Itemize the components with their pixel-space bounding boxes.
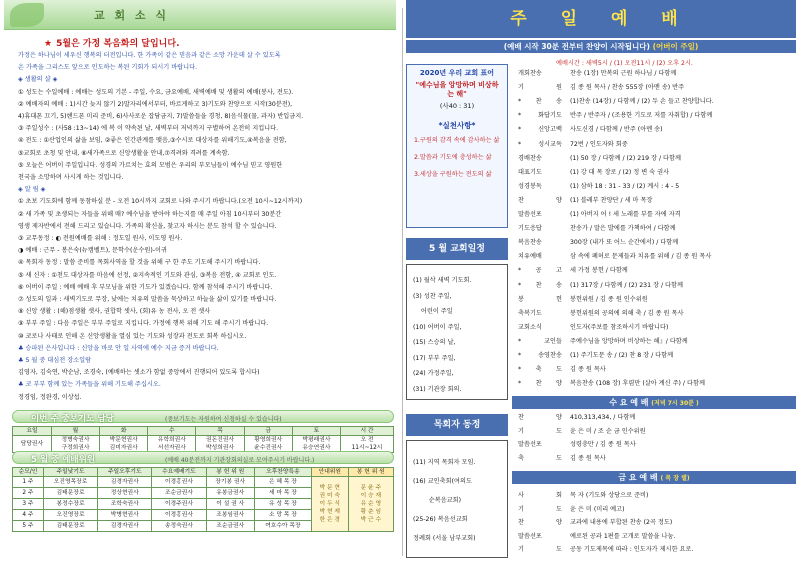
order-value: 봉헌위원의 공의에 의해 축 / 김 종 원 목사 xyxy=(570,309,684,317)
order-label: 복음찬송 xyxy=(518,239,542,247)
order-value: (1) 317장 / 다함께 / (2) 231 장 / 다함께 xyxy=(570,281,683,289)
may-schedule-title: 5 월 교회일정 xyxy=(406,238,508,260)
may-schedule-item: (17) 부부 주일, xyxy=(413,354,456,362)
order-label: 기 도 xyxy=(518,546,562,553)
order-row xyxy=(518,352,673,360)
church-news-banner xyxy=(4,0,396,30)
order-value: 찬송가 / 말은 발에를 가책하여 / 다함께 xyxy=(570,225,676,233)
order-value: (1) 50 장 / 다함께 / (2) 219 장 / 다함께 xyxy=(570,154,681,162)
prayer-table-header: 화 xyxy=(100,427,148,436)
order-row xyxy=(518,239,678,247)
may-schedule-item: (1) 월삭 새벽 기도회. xyxy=(413,277,472,284)
duty-table-cell: 조봉임권사 xyxy=(206,510,254,521)
news-line: 천국을 소망하며 사시게 하는 것입니다. xyxy=(18,174,124,181)
order-row xyxy=(518,546,693,554)
order-row xyxy=(518,519,672,527)
order-label: * 화답기도 xyxy=(518,112,562,120)
news-line: ③ 주일성수 : (사58 :13~14) 에 복 이 약속된 날, 새벽부터 저녁까지 구별하여 온전히 지킵니다. xyxy=(18,125,279,133)
prayer-table-header: 토 xyxy=(292,427,340,436)
order-label: 찬 양 xyxy=(518,196,562,204)
order-row xyxy=(518,310,683,318)
news-line: ⑧ 신앙 생활 : (해)점생활 셋사, 권합학 셋사, (회)유 농 전사, 오 전 셋사 xyxy=(18,308,211,316)
order-value: (1) 강 대 목 장로 / (2) 정 변 숙 권사 xyxy=(570,168,670,176)
order-value: 목 자 (기도와 상당으로 준비) xyxy=(570,492,649,499)
may-schedule-item: (15) 스승의 날, xyxy=(413,339,456,346)
sunday-worship-title: 주 일 예 배 xyxy=(510,9,692,29)
star-icon: ★ xyxy=(44,39,53,49)
pastor-news-item: (16) 교인축회(여의도 xyxy=(413,478,472,485)
duty-table-header: 주일오후기도 xyxy=(98,468,152,477)
duty-table-cell: 유 성 목 장 xyxy=(254,499,311,510)
pastor-news-box xyxy=(406,440,508,558)
news-line: 가정은 하나님이 세우신 행복의 터전입니다. 한 가족이 같은 믿음과 같은 소망 가운데 살 수 있도록 xyxy=(18,52,281,59)
table-row xyxy=(13,477,394,488)
prayer-table-header: 시 간 xyxy=(341,427,394,436)
order-row xyxy=(518,366,606,374)
duty-table-cell: 이경홍권사 xyxy=(152,510,206,521)
may-schedule-item: (24) 가정주일, xyxy=(413,370,454,377)
order-row xyxy=(518,98,714,106)
order-value: 교과에 내용에 부합된 찬송 (2곡 정도) xyxy=(570,519,673,526)
prayer-table-cell: 오 전 11시~12시 xyxy=(341,436,394,453)
news-line: 4)휴대폰 끄기, 5)핸드폰 미리 준비, 6)사사로운 잡담금지, 7)말씀들을 경청, 8)음식물(물, 과자) 반입금지. xyxy=(18,113,304,120)
may-schedule-item: 어린이 주일 xyxy=(413,308,453,315)
prayer-table-cell: 권돈진권사 박성희권사 xyxy=(196,436,244,453)
news-line: 영생 제자반에서 전해 드리고 있습니다. 가족의 확신을, 찾고자 하시는 분도 참석 할 수 있습니다. xyxy=(18,222,277,230)
order-value: 김 종 원 목사 / 찬송 555장 (아멘 송) 반주 xyxy=(570,84,685,92)
duty-table-cell: 오진영목장로 xyxy=(43,477,97,488)
pastor-news-item: 정례회 (서울 남부교회) xyxy=(413,535,476,542)
motto-box xyxy=(406,64,508,228)
news-line: ♣ 5 월 중 대심전 장소일람 xyxy=(18,357,92,364)
duty-table-cell: 이경홍권사 xyxy=(152,477,206,488)
order-value: (1) 아버지 어 ! 세 노래를 부를 자에 자격 xyxy=(570,211,681,218)
order-row xyxy=(518,267,628,275)
order-value: (1) 블레부 찬양단 / 세 마 목장 xyxy=(570,196,653,204)
headline: ★ 5월은 가정 복음화의 달입니다. xyxy=(44,39,180,49)
news-line: ⑥ 어버이 주일 : 예배 예배 후 부모님을 위한 기도가 있겠습니다. 함께 참석해 주시기 바랍니다. xyxy=(18,283,273,291)
duty-table-cell: 김경자권사 xyxy=(98,521,152,532)
leaf-decoration-icon xyxy=(10,3,44,27)
motto-year: 2020년 우리 교회 표어 xyxy=(419,69,495,77)
prayer-table-cell: 박문현권사 김미자권사 xyxy=(100,436,148,453)
duty-table-header: 순모/인 xyxy=(13,468,44,477)
duty-table-cell: 2 주 xyxy=(13,488,44,499)
news-line: ◈ 생활의 샬 ◈ xyxy=(18,76,58,84)
news-line: ④ 목회자 동정 : 말씀 준비를 목회사역을 할 것을 위해 구 한 주도 기도해 주시기 바랍니다. xyxy=(18,259,261,267)
order-value: 72번 / 인도자와 회중 xyxy=(570,140,628,148)
prayer-table-header: 월 xyxy=(51,427,99,436)
order-label: 찬 양 xyxy=(518,519,562,526)
pastor-news-item: (11) 지역 목회자 모임. xyxy=(413,459,476,466)
service-times: 예배시간 : 새벽5시 / (1) 오전11시 / (2) 오후 2시. xyxy=(556,60,693,67)
duty-table-header: 주일낮기도 xyxy=(43,468,97,477)
duty-table-cell: 봉정수장로 xyxy=(43,499,97,510)
pastor-news-item: 순복음교회) xyxy=(413,497,462,504)
worship-committee-note: (예배 40분전까지 기관장회의실로 모여주시기 바랍니다.) xyxy=(165,457,315,464)
duty-table-cell: 조순금권사 xyxy=(152,488,206,499)
prayer-table-header: 수 xyxy=(148,427,196,436)
news-line: 김영자, 김숙연, 박순남, 조경숙, (예배하는 셋소가 함없 중앙에서 진행되어 있도록 합시다) xyxy=(18,369,260,377)
order-label: 축 도 xyxy=(518,454,562,462)
order-label: 기 도 xyxy=(518,505,562,513)
order-label: * 송영찬송 xyxy=(518,352,562,359)
order-row xyxy=(518,338,688,346)
order-row xyxy=(518,126,663,134)
order-row xyxy=(518,380,705,388)
order-row xyxy=(518,155,681,163)
practice-title: *실천사항* xyxy=(438,121,476,130)
prayer-table-cell: 담당권사 xyxy=(13,436,52,453)
order-label: 기도응답 xyxy=(518,225,542,233)
duty-table-cell: 이경주권사 xyxy=(152,499,206,510)
practice-item: 3.세상을 구원하는 전도의 삶 xyxy=(414,171,492,178)
sunday-worship-subtitle: (예배 시작 30분 전부터 찬양이 시작됩니다) (어버이 주일) xyxy=(406,40,796,53)
duty-table-cell: 은 혜 목 장 xyxy=(254,477,311,488)
prayer-table-header: 요일 xyxy=(13,427,52,436)
practice-item: 1.구원의 감격 속에 감사하는 삶 xyxy=(414,137,500,144)
duty-table-header: 오후찬양특송 xyxy=(254,468,311,477)
usher-list: 박 문 현 권 미 숙 이 두 식 박 현 재 한 은 경 xyxy=(311,477,348,532)
news-line: ② 새 가족 및 초생되는 자들을 위해 매? 예수님을 받아야 하는지를 매 주일 아침 10시부터 30분간 xyxy=(18,210,282,218)
news-line: ♣ 승파된 은사입니다 : 신앙을 바로 안 일 사역에 예수 지금 증거 바랍니다. xyxy=(18,344,219,352)
order-row xyxy=(518,197,652,205)
order-label: 말씀선포 xyxy=(518,441,542,448)
order-label: 말씀선포 xyxy=(518,211,542,218)
may-schedule-item: (3) 성찬 주일, xyxy=(413,292,452,300)
order-value: 예로된 공과 1편를 고개로 말씀을 나눔. xyxy=(570,532,676,540)
order-value: 삼 속에 폐허로 문제들과 치유를 위해 / 김 종 원 목사 xyxy=(570,253,712,261)
church-news-title: 교 회 소 식 xyxy=(94,9,169,22)
order-row xyxy=(518,84,684,92)
practice-item: 2.말씀과 기도에 충성하는 삶 xyxy=(414,154,492,161)
order-value: 인도자(주보를 참조하시기 바랍니다) xyxy=(570,323,669,331)
order-row xyxy=(518,141,628,149)
order-label: 봉 헌 xyxy=(518,295,562,303)
motto-text: "예수님을 앙망하며 비상하는 해" xyxy=(415,81,499,98)
order-value: (1) 삼하 18 : 31 - 33 / (2) 계시 : 4 - 5 xyxy=(570,182,680,190)
duty-table-cell: 여호수아 목장 xyxy=(254,521,311,532)
news-line: ⑤교회로 초청 및 안내, ⑥새가족으로 신앙생활을 안내,⑦격려와 격려를 계속함. xyxy=(18,149,230,157)
order-row xyxy=(518,296,648,304)
duty-table-header: 안내위원 xyxy=(311,468,348,477)
pastor-news-title: 목회자 동정 xyxy=(406,414,508,436)
order-row xyxy=(518,455,606,463)
duty-table-cell: 박병현권사 xyxy=(98,510,152,521)
order-label: * 성시교독 xyxy=(518,140,562,148)
sunday-worship-header xyxy=(406,0,796,38)
order-label: 경배찬송 xyxy=(518,154,542,162)
duty-table-cell: 4 주 xyxy=(13,510,44,521)
order-value: 사도신경 / 다함께 / 반주 (아멘 송) xyxy=(570,126,663,134)
duty-table-cell: 조학숙권사 xyxy=(98,499,152,510)
order-value: 복음찬송 (108 장) 후렴만 (살아 계신 주) / 다함께 xyxy=(570,380,705,388)
order-row xyxy=(518,169,669,177)
order-value: 주예수님을 앙망하며 비상하는 해』/ 다함께 xyxy=(570,337,688,345)
duty-table-cell: 세 마 목 장 xyxy=(254,488,311,499)
order-value: 김 종 원 목사 xyxy=(570,366,606,374)
order-value: 찬송 (1장) 만복의 근원 하나님 / 다함께 xyxy=(570,70,677,77)
prayer-table-cell: 정병숙권사 구정희권사 xyxy=(51,436,99,453)
duty-table-cell: 1 주 xyxy=(13,477,44,488)
intercession-header xyxy=(12,410,394,423)
friday-service-header: 금 요 예 배 ( 목 장 별) xyxy=(512,471,796,484)
duty-table-cell: 송정숙권사 xyxy=(152,521,206,532)
practice-list xyxy=(407,137,507,179)
order-row xyxy=(518,324,668,332)
order-value: (1) 주기도문 송 / (2) 찬 8 장 / 다함께 xyxy=(570,352,674,359)
order-row xyxy=(518,441,636,449)
news-line: ① 초보 기도회에 함께 동참하실 분 - 오전 10시까지 교회로 나와 주시기 바랍니다.(오전 10시~12시까지) xyxy=(18,198,303,206)
news-line: ♣ 코 부부 함께 있는 가족들을 위해 기도해 주십시오. xyxy=(18,381,161,389)
order-value: 김 종 원 목사 xyxy=(570,454,606,462)
duty-table-cell: 정상현권사 xyxy=(98,488,152,499)
order-row xyxy=(518,183,679,191)
order-label: 사 회 xyxy=(518,492,562,499)
intercession-title: 이번 주 중보기도 담당 xyxy=(31,414,114,424)
order-label: 개회찬송 xyxy=(518,70,542,77)
news-line: ◈ 알 림 ◈ xyxy=(18,186,46,194)
duty-table-header: 수요예배기도 xyxy=(152,468,206,477)
duty-table-cell: 소 망 목 장 xyxy=(254,510,311,521)
order-value: 300장 (내가 또 어느 순간에서) / 다함께 xyxy=(570,239,679,247)
order-row xyxy=(518,533,675,541)
order-value: 윤 은 미 / 조 순 금 인수위원 xyxy=(570,427,646,435)
may-schedule-item: (31) 기관장 회의. xyxy=(413,385,462,393)
order-label: * 찬 송 xyxy=(518,281,562,289)
duty-table-cell: 3 주 xyxy=(13,499,44,510)
news-line: ◑ 예배 : 근무 - 봉은숙(뉴캠벨트), 문학수(운수원)-이귀 xyxy=(18,247,167,255)
sunday-worship-panel xyxy=(406,0,800,563)
order-label: * 신앙고백 xyxy=(518,126,562,134)
order-label: 성경봉독 xyxy=(518,182,542,190)
news-line: 정경임, 정완경, 이상섭. xyxy=(18,393,82,401)
duty-table-cell: 장기봉 권사 xyxy=(206,477,254,488)
usher-list: 문 윤 주 이 승 재 유 순 영 황 춘 임 박 근 수 xyxy=(348,477,393,532)
news-line: 온 가족을 그리스도 앞으로 인도하는 복된 기회가 되시기 바랍니다. xyxy=(18,64,198,72)
news-line: ⑦ 성도의 일과 : 새벽기도로 무장, 낮에는 치유의 말씀을 묵상하고 하늘을 삶이 있기를 바랍니다. xyxy=(18,296,277,303)
motto-reference: (사40 : 31) xyxy=(439,102,475,110)
news-line: ⑨ 부부 주일 : 다음 주일은 부부 주일로 지킵니다. 가정에 행복 위해 기도 해 주시기 바랍니다. xyxy=(18,320,269,328)
duty-table-header: 봉 헌 위 원 xyxy=(206,468,254,477)
order-row xyxy=(518,506,625,514)
may-schedule-box xyxy=(406,264,508,400)
order-label: * 공 고 xyxy=(518,267,562,275)
order-label: 말씀선포 xyxy=(518,532,542,540)
order-value: 공동 기도제목에 따라 : 인도자가 제시한 요로. xyxy=(570,546,694,553)
page-divider xyxy=(402,8,403,556)
duty-table-cell: 5 주 xyxy=(13,521,44,532)
duty-table-cell: 김태문장로 xyxy=(43,521,97,532)
order-row xyxy=(518,414,635,422)
worship-committee-title: 5 월 중 예배위원 xyxy=(31,455,96,465)
worship-committee-header xyxy=(12,451,394,464)
intercession-note: (중보기도는 자원하여 신청하실 수 있습니다) xyxy=(165,416,282,423)
order-value: 세 가정 봉헌 / 다함께 xyxy=(570,267,628,275)
order-row xyxy=(518,112,712,120)
order-value: 봉헌위원 / 김 종 원 인수위원 xyxy=(570,295,648,303)
pastor-news-item: (25-26) 복음선교회 xyxy=(413,516,468,523)
worship-committee-table xyxy=(12,467,394,532)
prayer-table-cell: 유학희권사 서선자권사 xyxy=(148,436,196,453)
prayer-table-header: 금 xyxy=(244,427,292,436)
order-row xyxy=(518,428,646,436)
news-line: ⑤ 오늘은 어버이 주일입니다. 성경의 가르치는 효의 모범은 우리의 부모님들이 예수님 믿고 영원한 xyxy=(18,161,283,169)
order-value: (1)찬송 (14장) / 다함께 / (2) 두 손 들고 찬양합니다. xyxy=(570,98,714,106)
news-line: ② 예배자의 예배 : 1)시간 늦지 않기 2)말자리에서부터, 바르게하고 3)기도와 찬양으로 시작(30분전), xyxy=(18,100,293,108)
order-row xyxy=(518,211,681,219)
order-label: * 축 도 xyxy=(518,366,562,374)
order-label: * 찬 송 xyxy=(518,98,562,106)
order-row xyxy=(518,492,648,500)
news-line: ① 성도는 수일예배 : 예배는 성도의 기본 - 주일, 수요, 금요예배, 새벽예배 및 생활의 예배(봉사, 전도). xyxy=(18,88,294,96)
order-value: 반주 / 반주자 / (조용한 기도로 저를 자취합) / 다함께 xyxy=(570,112,713,120)
duty-table-cell: 유봉금권사 xyxy=(206,488,254,499)
prayer-table-header: 목 xyxy=(196,427,244,436)
church-news-panel xyxy=(4,0,396,563)
order-value: 410,313,434, / 다함께 xyxy=(570,414,636,421)
order-row xyxy=(518,282,683,290)
duty-table-cell: 오진영장로 xyxy=(43,510,97,521)
order-label: 축복기도 xyxy=(518,309,542,317)
wednesday-service-header: 수 요 예 배 (저녁 7시 30분 ) xyxy=(512,396,796,409)
news-line: ⑤ 새 신자 : ①천도 대상자를 마음에 선정, ②지속적인 기도와 관심, ③복음 전함, ④ 교회로 인도. xyxy=(18,271,277,279)
duty-table-cell: 김태문장로 xyxy=(43,488,97,499)
duty-table-header: 봉 헌 위 원 xyxy=(348,468,393,477)
news-line: ③ 교무동정 : ◐ 전원예배를 위해 : 정도일 원사, 이도영 원사. xyxy=(18,235,183,242)
order-value: 윤 은 미 (미리 예고) xyxy=(570,505,625,513)
duty-table-cell: 이 설 권 사 xyxy=(206,499,254,510)
prayer-table-cell: 박평래권사 유승연권사 xyxy=(292,436,340,453)
order-label: * 교인들 xyxy=(518,337,562,345)
news-line: ⑩ 코로나 사태로 인해 온 신앙생활을 열심 있는 기도와 성장과 전도로 회복 하십시오. xyxy=(18,332,247,340)
order-label: 교회소식 xyxy=(518,323,542,331)
order-label: 기 원 xyxy=(518,84,562,92)
order-value: 성령충만 / 김 종 원 목사 xyxy=(570,441,636,448)
prayer-table-cell: 황영희권사 윤수진권사 xyxy=(244,436,292,453)
order-label: * 찬 양 xyxy=(518,380,562,388)
order-label: 찬 양 xyxy=(518,414,562,421)
order-label: 기 도 xyxy=(518,427,562,435)
order-row xyxy=(518,225,676,233)
news-line: ④ 전도 : ①산업인의 삶을 보임, ②좋은 인간관계를 맺음,③수시로 대상자를 위해기도,④복음을 전함, xyxy=(18,137,287,145)
order-label: 치유예배 xyxy=(518,253,542,261)
may-schedule-item: (10) 어버이 주일, xyxy=(413,323,462,331)
duty-table-cell: 김경자권사 xyxy=(98,477,152,488)
order-label: 대표기도 xyxy=(518,168,542,176)
order-row xyxy=(518,253,711,261)
duty-table-cell: 조순금권사 xyxy=(206,521,254,532)
order-row xyxy=(518,70,676,78)
intercession-table xyxy=(12,426,394,453)
